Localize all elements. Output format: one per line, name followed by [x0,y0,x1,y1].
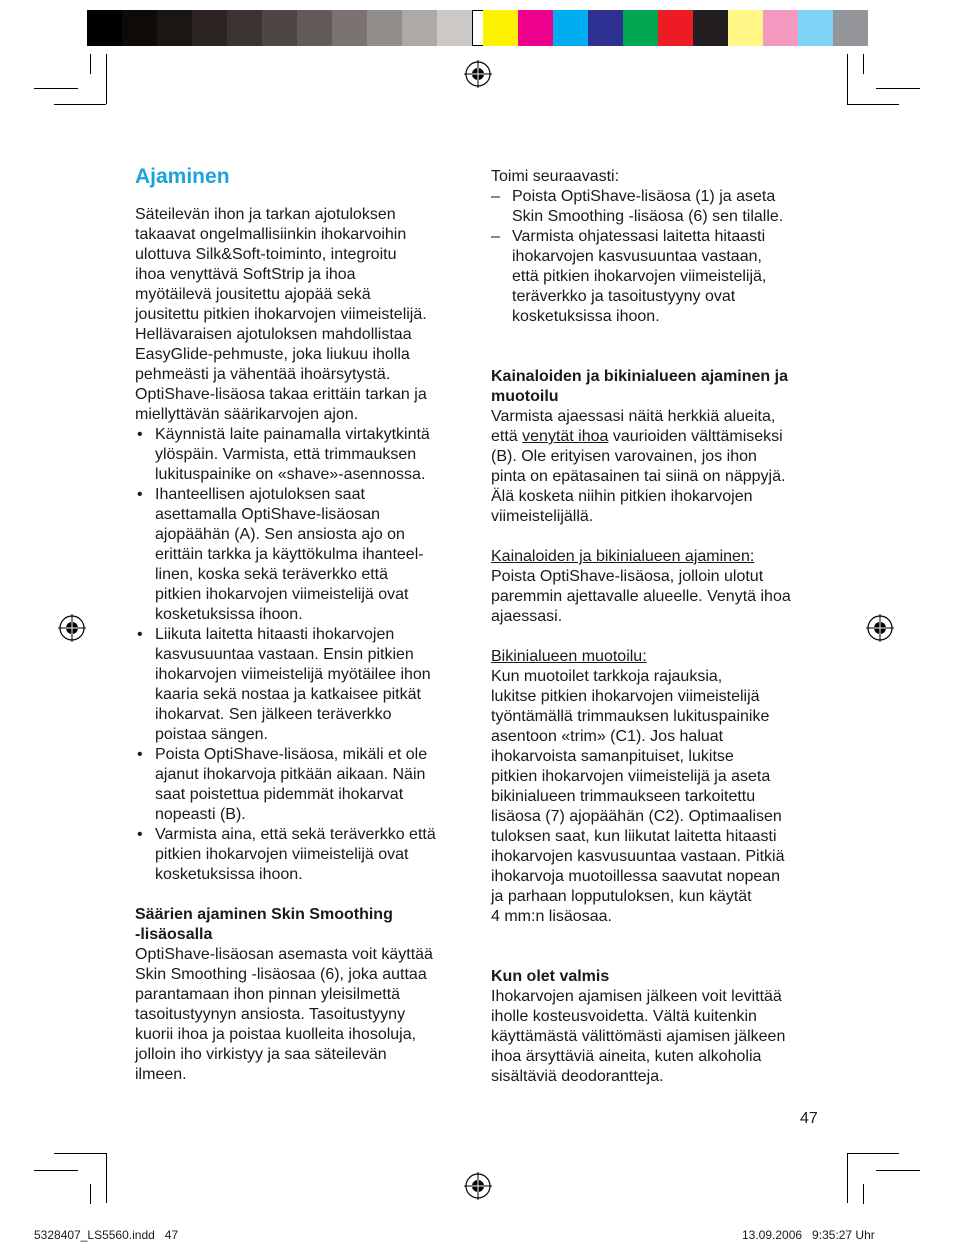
crop-mark [847,1153,848,1203]
crop-mark [863,1184,864,1204]
text-line: tuloksen saat, kun liikutat laitetta hitaasti [491,828,777,845]
crop-mark [847,104,899,105]
list-item [135,825,467,885]
underlined-phrase: venytät ihoa [522,428,609,445]
text-line: myötäilevä jousitettu ajopää sekä [135,286,371,303]
text-line: erittäin tarkka ja käyttökulma ihanteel- [155,546,424,563]
text-line: asettamalla OptiShave-lisäosan [155,506,381,523]
skin-smoothing-paragraph [135,945,467,1085]
text-line: ihokarvojen viimeistelijä myötäilee ihon [155,666,431,683]
text-line: • Ihanteellisen ajotuloksen saat [155,486,365,503]
text-line: ajanut ihokarvoja pitkään aikaan. Näin [155,766,426,783]
done-paragraph [491,987,823,1087]
list-item [491,227,823,327]
steps-intro: Toimi seuraavasti: [491,168,620,185]
text-line: pitkien ihokarvojen viimeistelijä ovat [155,586,409,603]
text-line: parantamaan ihon pinnan yleisilmettä [135,986,401,1003]
text-line: -lisäosalla [135,926,213,943]
crop-mark [863,54,864,74]
text-line: tasoitustyynyn ansiosta. Tasoitustyyny [135,1006,406,1023]
instruction-list [135,425,467,885]
page-title: Ajaminen [135,165,230,188]
text-line: paremmin ajettavalle alueelle. Venytä ihoa [491,588,791,605]
text-line: kasvusuuntaa vastaan. Ensin pitkien [155,646,414,663]
text-line: linen, koska sekä teräverkko että [155,566,389,583]
text-line: Varmista ajaessasi näitä herkkiä alueita, [491,408,776,425]
text-line: Skin Smoothing -lisäosa (6) sen tilalle. [512,208,784,225]
text-line: kosketuksissa ihoon. [512,308,660,325]
registration-mark-icon [464,1172,492,1200]
text-line: OptiShave-lisäosan asemasta voit käyttää [135,946,433,963]
crop-mark [54,104,106,105]
text-line: kuorii ihoa ja poistaa kuolleita ihosoluja, [135,1026,417,1043]
color-swatch [262,10,297,46]
footer-file-info: 5328407_LS5560.indd 47 [34,1228,179,1242]
text-line: asentoon «trim» (C1). Jos haluat [491,728,724,745]
text-line: kaaria sekä nostaa ja katkaisee pitkät [155,686,421,703]
text-line: pitkien ihokarvojen viimeistelijä ja aseta [491,768,771,785]
text-line: kosketuksissa ihoon. [155,606,303,623]
text-line: lukitse pitkien ihokarvojen viimeistelijä [491,688,760,705]
text-line: ihoa ärsyttäviä aineita, kuten alkoholia [491,1048,762,1065]
text-line: bikinialueen trimmaukseen tarkoitettu [491,788,756,805]
color-swatch [437,10,472,46]
text-line: poistaa sängen. [155,726,268,743]
color-swatch [623,10,658,46]
text-line: sisältäviä deodorantteja. [491,1068,664,1085]
section-heading-armpit-bikini [491,367,823,407]
color-swatch [798,10,833,46]
left-column [135,205,467,1085]
text-line: 4 mm:n lisäosaa. [491,908,612,925]
text-line: käyttämästä välittömästi ajamisen jälkeen [491,1028,786,1045]
text-block [491,447,823,527]
list-item [135,745,467,825]
list-item [491,187,823,227]
footer-timestamp: 13.09.2006 9:35:27 Uhr [742,1228,875,1242]
intro-paragraph [135,205,467,425]
text-line: Säteilevän ihon ja tarkan ajotuloksen [135,206,396,223]
text-line: (B). Ole erityisen varovainen, jos ihon [491,448,757,465]
text-line: Kainaloiden ja bikinialueen ajaminen ja [491,368,788,385]
crop-mark [876,1170,920,1171]
text-line: Älä kosketa niihin pitkien ihokarvojen [491,488,753,505]
text-line: • Käynnistä laite painamalla virtakytkintä [155,426,430,443]
text-line: kosketuksissa ihoon. [155,866,303,883]
text-line: • Poista OptiShave-lisäosa, mikäli et ole [155,746,428,763]
color-swatch [297,10,332,46]
color-swatch [588,10,623,46]
color-swatch [833,10,868,46]
section-heading-done: Kun olet valmis [491,968,610,985]
text-line: Kun muotoilet tarkkoja rajauksia, [491,668,723,685]
text-line: Skin Smoothing -lisäosaa (6), joka auttaa [135,966,427,983]
color-swatch [332,10,367,46]
list-item [135,485,467,625]
subheading-shaving: Kainaloiden ja bikinialueen ajaminen: [491,548,755,565]
text-line: lukituspainike on «shave»-asennossa. [155,466,426,483]
color-swatch [87,10,122,46]
text-line: saat poistettua pidemmät ihokarvat [155,786,404,803]
color-swatch [553,10,588,46]
text-line: Säärien ajaminen Skin Smoothing [135,906,393,923]
color-swatch [763,10,798,46]
crop-mark [847,54,848,104]
list-item [135,425,467,485]
text-line: ihoa venyttävä SoftStrip ja ihoa [135,266,356,283]
text-line: ihokarvoista samanpituiset, lukitse [491,748,734,765]
color-swatch [157,10,192,46]
text-line: ylöspäin. Varmista, että trimmauksen [155,446,417,463]
text-line: ja parhaan lopputuloksen, kun käytät [491,888,752,905]
text-line: lisäosa (7) ajopäähän (C2). Optimaalisen [491,808,782,825]
color-swatch [518,10,553,46]
text-line: iholle kosteusvoidetta. Vältä kuitenkin [491,1008,757,1025]
steps-list [491,187,823,327]
text-line: Ihokarvojen ajamisen jälkeen voit levittää [491,988,782,1005]
text-line: jousitettu pitkien ihokarvojen viimeistelijä. [135,306,427,323]
color-swatch [227,10,262,46]
text-line: ihokarvojen kasvusuuntaa vastaan, [512,248,762,265]
crop-mark [876,88,920,89]
text-line: takaavat ongelmallisiinkin ihokarvoihin [135,226,407,243]
color-swatch [693,10,728,46]
crop-mark [106,54,107,104]
text-line [491,427,823,447]
armpit-paragraph [491,407,823,527]
color-swatch [658,10,693,46]
text-line: ilmeen. [135,1066,187,1083]
grayscale-calibration-bar [87,10,507,46]
subheading-shaping: Bikinialueen muotoilu: [491,648,647,665]
text-line: • Varmista aina, että sekä teräverkko että [155,826,436,843]
text-line: OptiShave-lisäosa takaa erittäin tarkan ja [135,386,427,403]
crop-mark [847,1153,899,1154]
registration-mark-icon [866,614,894,642]
text-run: että [491,428,523,445]
color-calibration-bar [483,10,868,46]
list-item [135,625,467,745]
crop-mark [90,54,91,74]
text-line: ihokarvojen kasvusuuntaa vastaan. Pitkiä [491,848,785,865]
shaving-paragraph [491,567,823,627]
section-heading-skin-smoothing [135,905,467,945]
color-swatch [728,10,763,46]
page-number: 47 [800,1110,818,1127]
crop-mark [90,1184,91,1204]
text-line: että pitkien ihokarvojen viimeistelijä, [512,268,767,285]
registration-mark-icon [464,60,492,88]
crop-mark [34,1170,78,1171]
text-line: pinta on epätasainen tai siinä on näppyjä. [491,468,786,485]
color-swatch [192,10,227,46]
text-line: nopeasti (B). [155,806,246,823]
text-line: teräverkko ja tasoitustyyny ovat [512,288,736,305]
text-line: pehmeästi ja vähentää ihoärsytystä. [135,366,391,383]
text-line: – Varmista ohjatessasi laitetta hitaasti [512,228,766,245]
crop-mark [34,88,78,89]
text-line: ihokarvoja muotoillessa saavutat nopean [491,868,781,885]
color-swatch [122,10,157,46]
color-swatch [483,10,518,46]
text-line: ajaessasi. [491,608,563,625]
text-line: • Liikuta laitetta hitaasti ihokarvojen [155,626,395,643]
text-line: miellyttävän säärikarvojen ajon. [135,406,359,423]
text-line: Hellävaraisen ajotuloksen mahdollistaa [135,326,412,343]
text-run: vaurioiden välttämiseksi [608,428,783,445]
text-line: Poista OptiShave-lisäosa, jolloin ulotut [491,568,764,585]
crop-mark [106,1153,107,1203]
text-line: ajopäähän (A). Sen ansiosta ajo on [155,526,405,543]
color-swatch [402,10,437,46]
right-column [491,167,823,1087]
color-swatch [367,10,402,46]
text-line: ulottuva Silk&Soft-toiminto, integroitu [135,246,397,263]
registration-mark-icon [58,614,86,642]
text-line: EasyGlide-pehmuste, joka liukuu iholla [135,346,410,363]
text-line: viimeistelijällä. [491,508,594,525]
text-line: – Poista OptiShave-lisäosa (1) ja aseta [512,188,776,205]
text-line: työntämällä trimmauksen lukituspainike [491,708,770,725]
crop-mark [54,1153,106,1154]
text-line: pitkien ihokarvojen viimeistelijä ovat [155,846,409,863]
text-line: muotoilu [491,388,559,405]
text-line: jolloin iho virkistyy ja saa säteilevän [135,1046,387,1063]
text-line: ihokarvat. Sen jälkeen teräverkko [155,706,392,723]
shaping-paragraph [491,667,823,927]
